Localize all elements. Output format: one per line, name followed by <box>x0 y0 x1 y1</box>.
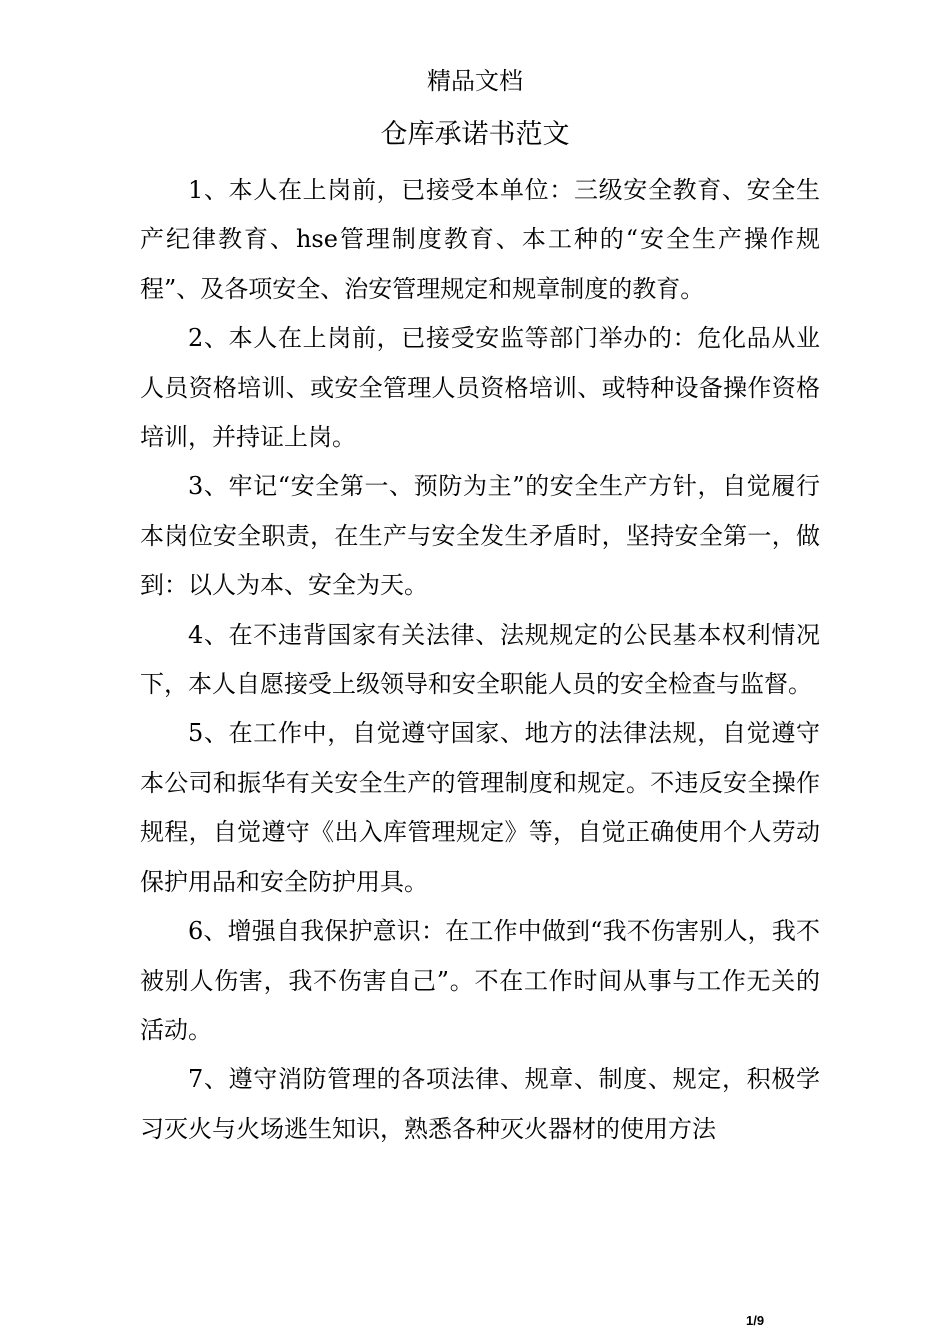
paragraph-3: 3、牢记“安全第一、预防为主”的安全生产方针，自觉履行本岗位安全职责，在生产与安全发生矛盾时，坚持安全第一，做到：以人为本、安全为天。 <box>140 472 820 600</box>
page-number: 1/9 <box>746 1313 765 1328</box>
paragraph-7: 7、遵守消防管理的各项法律、规章、制度、规定，积极学习灭火与火场逃生知识，熟悉各种灭火器材的使用方法 <box>140 1065 820 1143</box>
paragraph-6: 6、增强自我保护意识：在工作中做到“我不伤害别人，我不被别人伤害，我不伤害自己”。不在工作时间从事与工作无关的活动。 <box>140 917 820 1044</box>
document-title: 仓库承诺书范文 <box>380 119 570 150</box>
paragraph-5: 5、在工作中，自觉遵守国家、地方的法律法规，自觉遵守本公司和振华有关安全生产的管理制度和规定。不违反安全操作规程，自觉遵守《出入库管理规定》等，自觉正确使用个人劳动保护用品和安全防护用具。 <box>140 719 820 896</box>
paragraph-2: 2、本人在上岗前，已接受安监等部门举办的：危化品从业人员资格培训、或安全管理人员资格培训、或特种设备操作资格培训，并持证上岗。 <box>140 324 820 452</box>
paragraph-1: 1、本人在上岗前，已接受本单位：三级安全教育、安全生产纪律教育、hse管理制度教育、本工种的“安全生产操作规程”、及各项安全、治安管理规定和规章制度的教育。 <box>140 176 820 303</box>
page-header: 精品文档 <box>427 67 523 95</box>
paragraph-4: 4、在不违背国家有关法律、法规规定的公民基本权利情况下，本人自愿接受上级领导和安全职能人员的安全检查与监督。 <box>140 620 820 699</box>
document-body <box>140 166 820 1154</box>
